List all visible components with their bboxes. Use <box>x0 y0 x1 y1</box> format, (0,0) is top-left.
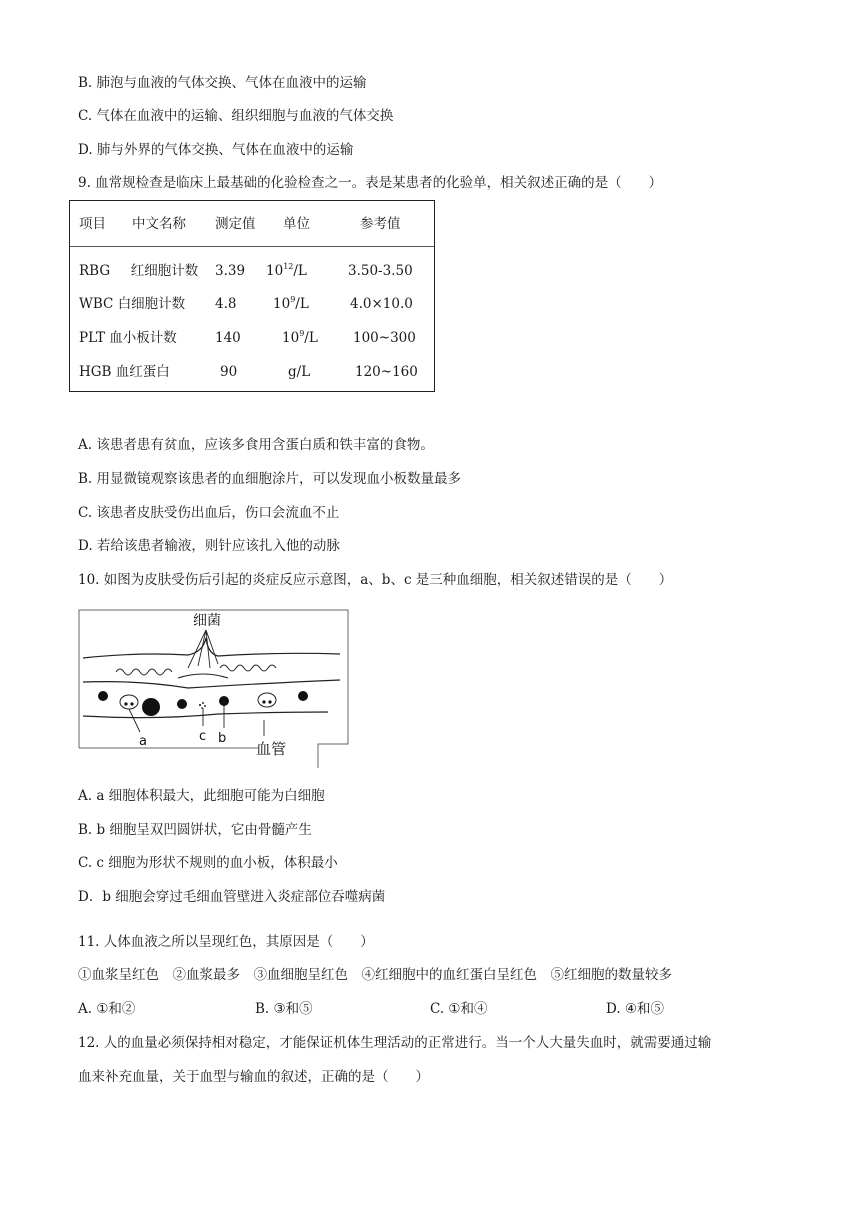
table-row <box>79 363 170 381</box>
row-unit: $10^9/L$ <box>282 328 318 346</box>
table-row <box>79 295 185 313</box>
q9-option-b: B. 用显微镜观察该患者的血细胞涂片，可以发现血小板数量最多 <box>78 471 462 487</box>
q9-stem: 9. 血常规检查是临床上最基础的化验检查之一。表是某患者的化验单，相关叙述正确的是（ ） <box>78 175 663 191</box>
table-header-reference: 参考值 <box>360 216 401 232</box>
large-blood-cell <box>142 698 160 716</box>
q9-option-c: C. 该患者皮肤受伤出血后，伤口会流血不止 <box>78 505 340 521</box>
q9-option-a: A. 该患者患有贫血，应该多食用含蛋白质和铁丰富的食物。 <box>78 437 434 453</box>
red-blood-cell <box>98 691 108 701</box>
row-code: RBG <box>79 263 111 279</box>
q12-stem-line1: 12. 人的血量必须保持相对稳定，才能保证机体生理活动的正常进行。当一个人大量失血时，就需要通过输 <box>78 1035 712 1051</box>
row-reference: 120~160 <box>355 364 418 380</box>
table-header-item: 项目 <box>79 216 106 232</box>
q11-option-c: C. ①和④ <box>430 1001 488 1017</box>
bacteria-pointer-lines <box>188 630 218 668</box>
table-row <box>79 329 177 347</box>
bacteria-wave-right <box>220 665 276 671</box>
vessel-wall-bottom <box>83 712 328 718</box>
skin-surface-line <box>83 638 340 658</box>
q10-option-c: C. c 细胞为形状不规则的血小板，体积最小 <box>78 855 338 871</box>
row-unit: $10^9/L$ <box>273 294 309 312</box>
q11-option-a: A. ①和② <box>78 1001 136 1017</box>
row-reference: 100~300 <box>353 330 416 346</box>
white-blood-cell <box>258 693 276 707</box>
table-header-unit: 单位 <box>283 216 310 232</box>
vessel-wall-top <box>83 680 340 688</box>
row-code: PLT <box>79 330 105 346</box>
inflammation-diagram-svg <box>78 608 350 768</box>
platelet <box>202 702 204 704</box>
red-blood-cell <box>177 699 187 709</box>
q11-option-d: D. ④和⑤ <box>606 1001 665 1017</box>
row-name: 血小板计数 <box>109 330 177 346</box>
q8-option-d: D. 肺与外界的气体交换、气体在血液中的运输 <box>78 142 354 158</box>
red-blood-cell-b <box>219 696 229 706</box>
row-reference: 4.0×10.0 <box>350 296 413 312</box>
q11-statements: ①血浆呈红色 ②血浆最多 ③血细胞呈红色 ④红细胞中的血红蛋白呈红色 ⑤红细胞的数量较多 <box>78 967 672 983</box>
row-value: 90 <box>220 364 238 380</box>
leader-line-a <box>129 709 140 732</box>
q11-stem: 11. 人体血液之所以呈现红色，其原因是（ ） <box>78 934 374 950</box>
row-name: 白细胞计数 <box>117 296 186 312</box>
q8-option-c: C. 气体在血液中的运输、组织细胞与血液的气体交换 <box>78 108 394 124</box>
label-bacteria: 细菌 <box>193 613 221 629</box>
q10-option-a: A. a 细胞体积最大，此细胞可能为白细胞 <box>78 788 325 804</box>
q10-option-b: B. b 细胞呈双凹圆饼状，它由骨髓产生 <box>78 822 312 838</box>
lab-report-table <box>69 200 435 392</box>
table-header-name: 中文名称 <box>132 216 186 232</box>
bacteria-wave-left <box>116 669 172 675</box>
q11-option-b: B. ③和⑤ <box>255 1001 313 1017</box>
table-row <box>79 262 198 280</box>
platelet <box>204 705 206 707</box>
row-unit: g/L <box>288 364 311 380</box>
row-unit: $10^{12}/L$ <box>266 261 307 279</box>
label-b: b <box>218 731 227 746</box>
row-code: HGB <box>79 364 112 380</box>
q12-stem-line2: 血来补充血量，关于血型与输血的叙述，正确的是（ ） <box>78 1069 429 1085</box>
row-value: 140 <box>215 330 241 346</box>
q8-option-b: B. 肺泡与血液的气体交换、气体在血液中的运输 <box>78 75 367 91</box>
red-blood-cell <box>298 691 308 701</box>
q9-option-d: D. 若给该患者输液，则针应该扎入他的动脉 <box>78 538 340 554</box>
q10-stem: 10. 如图为皮肤受伤后引起的炎症反应示意图，a、b、c 是三种血细胞，相关叙述错误的是（ ） <box>78 572 673 588</box>
label-blood-vessel: 血管 <box>256 740 287 758</box>
white-blood-cell-a <box>120 695 138 709</box>
row-name: 红细胞计数 <box>130 263 199 279</box>
row-code: WBC <box>79 296 114 312</box>
platelet <box>199 704 201 706</box>
row-value: 4.8 <box>215 296 237 312</box>
q10-option-d: D．b 细胞会穿过毛细血管壁进入炎症部位吞噬病菌 <box>78 889 386 905</box>
inflammation-diagram <box>78 608 350 768</box>
row-value: 3.39 <box>215 263 246 279</box>
table-header-divider <box>70 246 434 247</box>
row-reference: 3.50-3.50 <box>348 263 413 279</box>
label-c: c <box>199 729 207 744</box>
figure-frame <box>79 610 348 768</box>
label-a: a <box>139 734 147 749</box>
row-name: 血红蛋白 <box>115 364 170 380</box>
table-header-value: 测定值 <box>215 216 256 232</box>
